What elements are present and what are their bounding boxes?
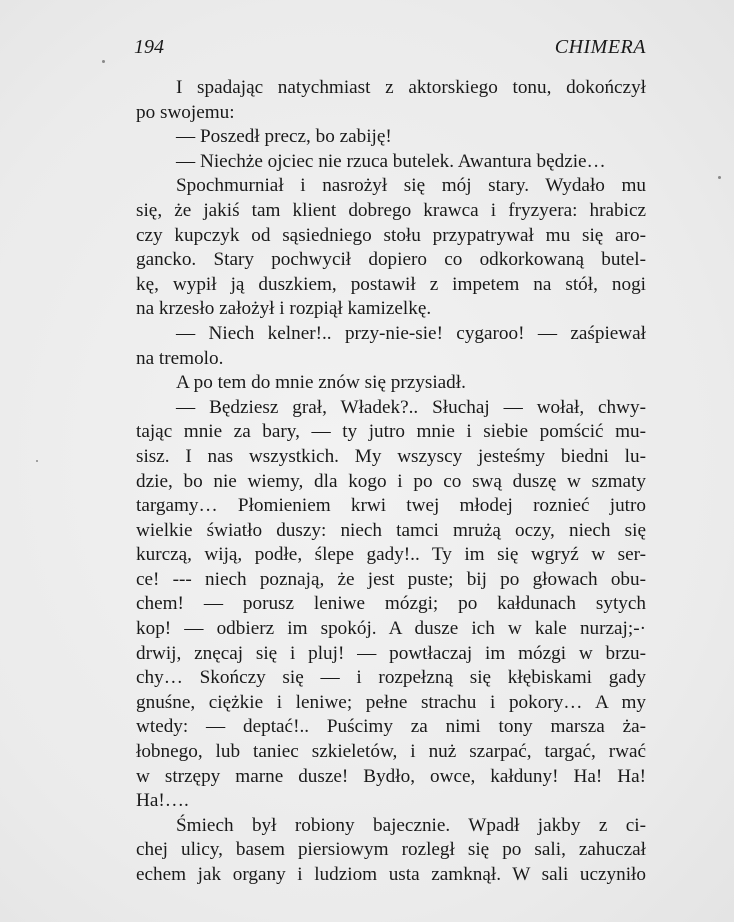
text-line: Śmiech był robiony bajecznie. Wpadł jakby z ci- <box>176 814 646 836</box>
text-line: chej ulicy, basem piersiowym rozległ się po sali, zahuczał <box>136 839 646 861</box>
text-line: na krzesło założył i rozpiął kamizelkę. <box>136 298 432 320</box>
text-line: sisz. I nas wszystkich. My wszyscy jesteśmy biedni lu- <box>136 445 646 467</box>
running-title: CHIMERA <box>554 36 646 58</box>
text-line: — Niech kelner!.. przy-nie-sie! cygaroo! — zaśpiewał <box>176 322 646 344</box>
text-line: wielkie światło duszy: niech tamci mrużą oczy, niech się <box>136 519 646 541</box>
page-number: 194 <box>134 36 164 58</box>
text-line: — Poszedł precz, bo zabiję! <box>176 126 392 148</box>
text-line: chem! — porusz leniwe mózgi; po kałdunach sytych <box>136 593 646 615</box>
text-line: echem jak organy i ludziom usta zamknął. W sali uczyniło <box>136 864 646 885</box>
paper-speck <box>718 176 721 179</box>
running-head <box>134 36 646 62</box>
text-line: w strzępy marne dusze! Bydło, owce, kałduny! Ha! Ha! <box>136 765 646 787</box>
text-line: kurczą, wiją, podłe, ślepe gady!.. Ty im się wgryź w ser- <box>136 544 646 566</box>
text-line: kop! — odbierz im spokój. A dusze ich w kale nurzaj;-· <box>136 618 646 640</box>
text-line: I spadając natychmiast z aktorskiego tonu, dokończył <box>176 77 646 98</box>
text-line: się, że jakiś tam klient dobrego krawca i fryzyera: hrabicz <box>136 199 646 221</box>
text-line: gancko. Stary pochwycił dopiero co odkorkowaną butel- <box>136 249 646 271</box>
text-line: — Będziesz grał, Władek?.. Słuchaj — wołał, chwy- <box>176 396 646 418</box>
paper-speck <box>36 460 38 462</box>
text-line: na tremolo. <box>136 347 224 369</box>
text-line: ce! --- niech poznają, że jest puste; bij po głowach obu- <box>136 568 646 590</box>
body-text <box>136 76 646 888</box>
text-line: po swojemu: <box>136 101 235 123</box>
text-line: A po tem do mnie znów się przysiadł. <box>176 372 466 394</box>
text-line: Spochmurniał i nasrożył się mój stary. Wydało mu <box>176 175 646 197</box>
text-line: — Niechże ojciec nie rzuca butelek. Awantura będzie… <box>176 150 606 172</box>
text-line: czy kupczyk od sąsiedniego stołu przypatrywał mu się aro- <box>136 224 646 246</box>
text-line: targamy… Płomieniem krwi twej młodej roznieć jutro <box>136 495 646 517</box>
text-line: wtedy: — deptać!.. Puścimy za nimi tony marsza ża- <box>136 716 646 738</box>
text-line: tając mnie za bary, — ty jutro mnie i siebie pomścić mu- <box>136 421 646 443</box>
text-line: dzie, bo nie wiemy, dla kogo i po co swą duszę w szmaty <box>136 470 646 492</box>
paper-speck <box>102 60 105 63</box>
text-line: chy… Skończy się — i rozpełzną się kłębiskami gady <box>136 667 646 689</box>
text-line: Ha!…. <box>136 790 189 812</box>
text-line: gnuśne, ciężkie i leniwe; pełne strachu i pokory… A my <box>136 691 646 713</box>
text-line: kę, wypił ją duszkiem, postawił z impetem na stół, nogi <box>136 273 646 295</box>
text-line: łobnego, lub taniec szkieletów, i nuż szarpać, targać, rwać <box>136 741 646 763</box>
text-line: drwij, znęcaj się i pluj! — powtłaczaj im mózgi w brzu- <box>136 642 646 664</box>
